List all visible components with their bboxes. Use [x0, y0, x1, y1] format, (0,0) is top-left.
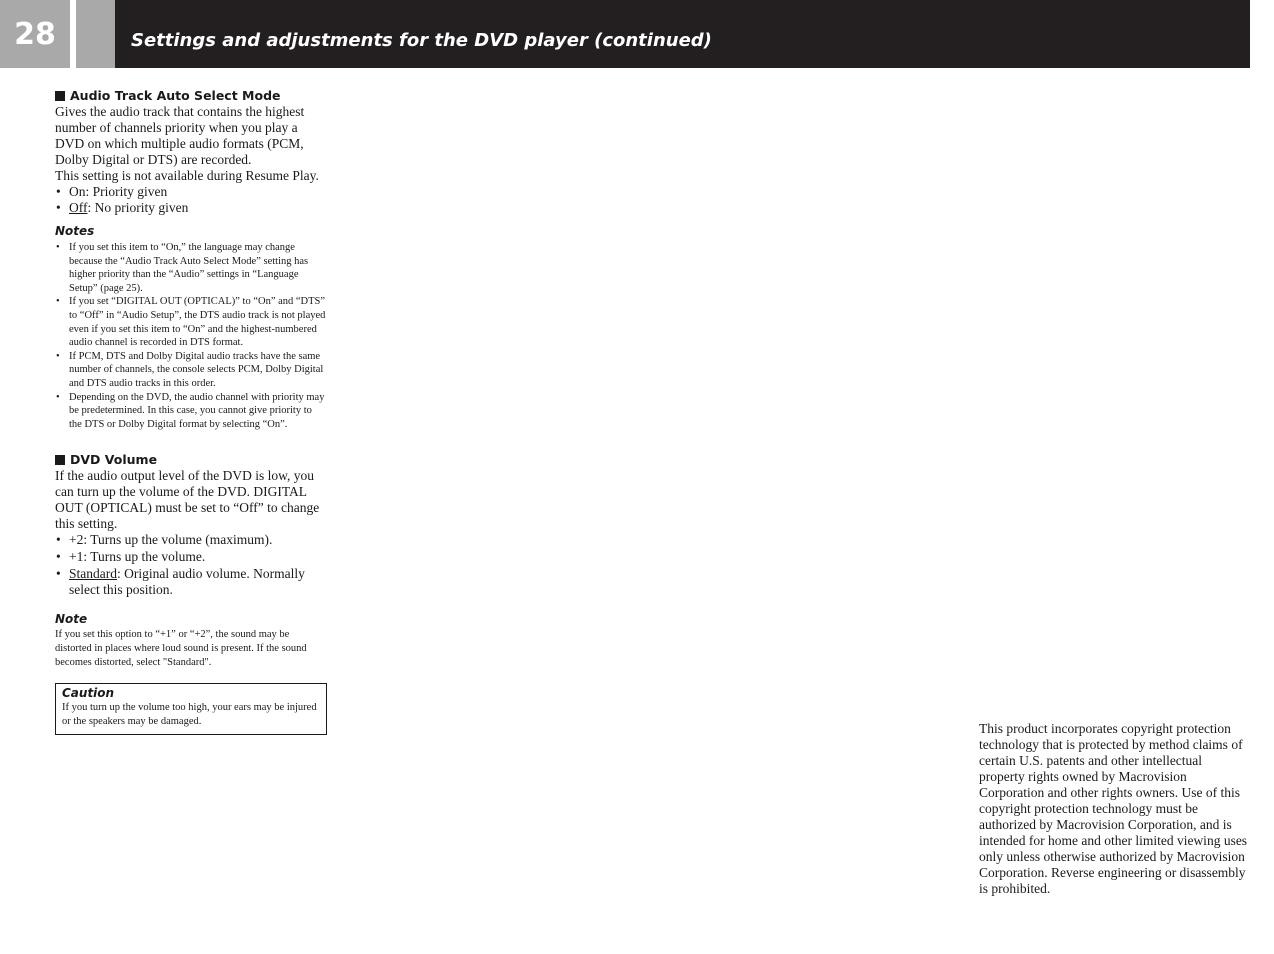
notes-heading: Notes	[55, 224, 95, 238]
audio-track-description: Gives the audio track that contains the highest number of channels priority when you play a DVD on which multiple audio formats (PCM, Dolby Digital or DTS) are recorded.	[55, 104, 305, 167]
audio-track-options	[55, 184, 327, 216]
note-text: If you set this option to “+1” or “+2”, the sound may be distorted in places where loud sound is present. If the sound becomes distorted, select "Standard".	[55, 629, 307, 668]
audio-track-heading	[55, 88, 327, 104]
dvd-volume-options	[55, 532, 327, 598]
option-default-key: Standard	[69, 566, 117, 582]
option-text: : No priority given	[87, 200, 189, 215]
dvd-volume-heading	[55, 452, 327, 468]
caution-box	[55, 683, 327, 735]
copyright-notice: This product incorporates copyright protection technology that is protected by method claims of certain U.S. patents and other intellectual property rights owned by Macrovision Corporation and other rights owners. Use of this copyright protection technology must be authorized by Macrovision Corporation, and is intended for home and other limited viewing uses only unless otherwise authorized by Macrovision Corporation. Reverse engineering or disassembly is prohibited.	[979, 721, 1248, 896]
dvd-volume-description: If the audio output level of the DVD is low, you can turn up the volume of the DVD. DIGITAL OUT (OPTICAL) must be set to “Off” to change this setting.	[55, 468, 320, 532]
dvd-volume-heading-text: DVD Volume	[70, 452, 158, 468]
audio-track-section	[55, 88, 327, 431]
square-bullet-icon	[55, 91, 65, 101]
notes-list	[55, 241, 327, 431]
option-text: +1: Turns up the volume.	[69, 549, 206, 565]
list-item	[55, 184, 327, 200]
option-text: On: Priority given	[69, 184, 168, 199]
list-item	[55, 566, 327, 598]
caution-heading: Caution	[62, 686, 115, 701]
list-item	[55, 532, 327, 548]
note-item: • Depending on the DVD, the audio channel with priority may be predetermined. In this case, you cannot give priority to the DTS or Dolby Digital format by selecting “On”.	[55, 391, 327, 432]
option-default-key: Off	[69, 200, 88, 215]
option-text: +2: Turns up the volume (maximum).	[69, 532, 273, 548]
page-title: Settings and adjustments for the DVD player (continued)	[131, 30, 712, 51]
header-bar	[115, 0, 1250, 68]
audio-track-availability: This setting is not available during Resume Play.	[55, 168, 319, 183]
note-item: • If PCM, DTS and Dolby Digital audio tracks have the same number of channels, the console selects PCM, Dolby Digital and DTS audio tracks in this order.	[55, 350, 327, 391]
square-bullet-icon	[55, 455, 65, 465]
note-item: • If you set “DIGITAL OUT (OPTICAL)” to “On” and “DTS” to “Off” in “Audio Setup”, the DTS audio track is not played even if you set this item to “On” and the highest-numbered audio channel is recorded in DTS format.	[55, 295, 327, 349]
audio-track-heading-text: Audio Track Auto Select Mode	[70, 88, 281, 103]
caution-text: If you turn up the volume too high, your ears may be injured or the speakers may be damaged.	[62, 702, 317, 727]
list-item	[55, 200, 327, 216]
header-accent-block	[76, 0, 115, 68]
list-item	[55, 549, 327, 565]
option-text: : Original audio volume. Normally select this position.	[69, 566, 305, 598]
note-heading: Note	[55, 612, 88, 627]
left-column	[55, 88, 327, 735]
page-number: 28	[0, 0, 70, 68]
dvd-volume-section	[55, 452, 327, 735]
note-item: • If you set this item to “On,” the language may change because the “Audio Track Auto Select Mode” setting has higher priority than the “Audio” settings in “Language Setup” (page 25).	[55, 241, 327, 295]
